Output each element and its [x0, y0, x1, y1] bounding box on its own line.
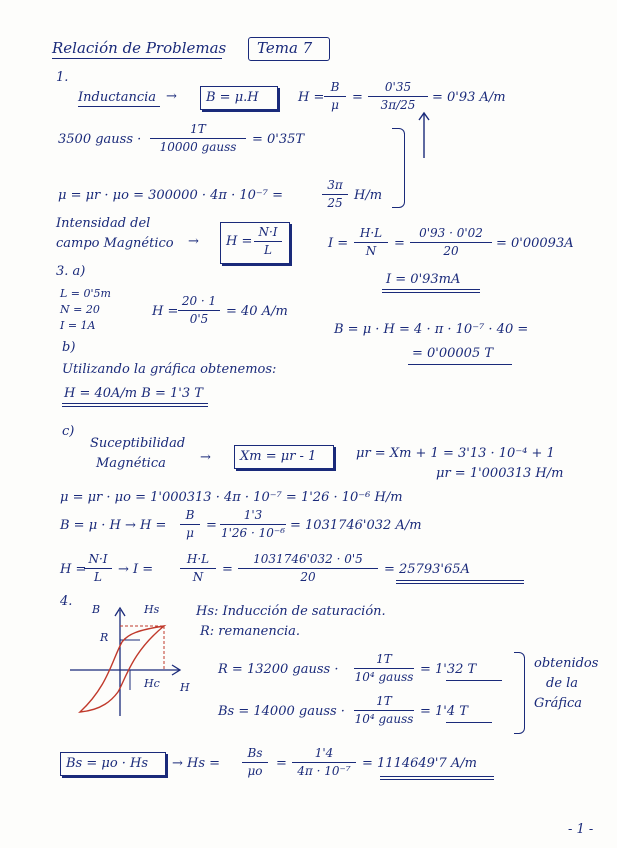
h3c-result: = 25793'65A [384, 562, 470, 577]
h-result: = 0'93 A/m [432, 90, 506, 105]
intensidad-line-1: Intensidad del [56, 216, 151, 231]
bs-lhs: Bs = 14000 gauss · [218, 704, 345, 719]
bs-underline [446, 722, 492, 723]
obtenidos-3: Gráfica [534, 696, 583, 711]
b2-num2: 1'3 [243, 508, 263, 522]
gauss-num: 1T [190, 122, 206, 136]
graph-b-label: B [92, 603, 101, 616]
title-underline [52, 58, 222, 59]
bs-result: = 1'4 T [420, 704, 468, 719]
b3-line: B = μ · H = 4 · π · 10⁻⁷ · 40 = [334, 322, 529, 337]
bracket-1 [392, 128, 405, 208]
given-l: L = 0'5m [60, 287, 111, 300]
h3c-underline [396, 580, 524, 581]
bs-formula: Bs = μo · Hs [66, 756, 149, 771]
tema-label: Tema 7 [257, 39, 313, 57]
problem-3-number: 3. a) [56, 264, 86, 279]
intensidad-line-2: campo Magnético [56, 236, 174, 251]
h2-lhs: H = [226, 234, 253, 249]
h3c-fraction-3 [238, 552, 378, 585]
gauss-lhs: 3500 gauss · [58, 132, 142, 147]
given-n: N = 20 [60, 303, 100, 316]
obtenidos-1: obtenidos [534, 656, 599, 671]
obtenidos-2: de la [546, 676, 579, 691]
b2-den: μ [186, 526, 194, 540]
h2-num: N·I [258, 225, 278, 239]
hs-underline [380, 776, 494, 777]
graph-hs-label: Hs [144, 603, 160, 616]
i-final: I = 0'93mA [386, 272, 461, 287]
arrow-2: → [188, 234, 199, 249]
hs-den2: 4π · 10⁻⁷ [297, 764, 351, 778]
h-lhs: H = [298, 90, 325, 105]
b2-den2: 1'26 · 10⁻⁶ [220, 526, 286, 540]
hs-den: μo [247, 764, 263, 778]
h3a-fraction [178, 294, 220, 327]
problem-1-number: 1. [56, 70, 69, 85]
def-r: R: remanencia. [200, 624, 301, 639]
hs-eq: = [276, 756, 287, 771]
mu-unit: H/m [354, 188, 383, 203]
mu3-line: μ = μr · μo = 1'000313 · 4π · 10⁻⁷ = 1'26 · 10⁻⁶ H/m [60, 490, 403, 505]
hs-lhs: → Hs = [172, 756, 221, 771]
i-num2: 0'93 · 0'02 [419, 226, 483, 240]
hb-underline-2 [62, 406, 208, 407]
hs-fraction [242, 746, 268, 779]
b2-result: = 1031746'032 A/m [290, 518, 422, 533]
gauss-den: 10000 gauss [159, 140, 237, 154]
h3c-num3: 1031746'032 · 0'5 [253, 552, 363, 566]
h3c-num2: H·L [186, 552, 210, 566]
mu-den: 25 [327, 196, 343, 210]
hs-num: Bs [247, 746, 263, 760]
i-num: H·L [359, 226, 383, 240]
r-underline [446, 680, 502, 681]
i-eq: = [394, 236, 405, 251]
inductancia-label: Inductancia [78, 90, 157, 105]
hs-num2: 1'4 [314, 746, 334, 760]
h3c-fraction [84, 552, 112, 585]
i-final-underline [382, 289, 480, 290]
graph-h-label: H [180, 681, 190, 694]
b2-eq: = [206, 518, 217, 533]
r-num: 1T [376, 652, 392, 666]
r-lhs: R = 13200 gauss · [218, 662, 339, 677]
i-lhs: I = [328, 236, 349, 251]
r-result: = 1'32 T [420, 662, 477, 677]
b3-underline [408, 364, 512, 365]
hs-fraction-2 [292, 746, 356, 779]
hysteresis-graph [68, 600, 208, 720]
b-label: b) [62, 340, 76, 355]
i-fraction [354, 226, 388, 259]
h3c-num: N·I [88, 552, 108, 566]
h3c-den: L [94, 570, 102, 584]
i-result: = 0'00093A [496, 236, 574, 251]
hb-underline [62, 403, 208, 404]
h2-fraction [254, 225, 282, 258]
h-den2: 3π/25 [380, 98, 416, 112]
inductancia-underline [78, 106, 160, 107]
hs-result: = 1114649'7 A/m [362, 756, 477, 771]
c-label: c) [62, 424, 75, 439]
h3a-num: 20 · 1 [181, 294, 217, 308]
h3c-eq: = [222, 562, 233, 577]
suscept-line-1: Suceptibilidad [90, 436, 186, 451]
grafica-text: Utilizando la gráfica obtenemos: [62, 362, 277, 377]
r-den: 10⁴ gauss [354, 670, 414, 684]
h2-den: L [264, 243, 272, 257]
bs-num: 1T [376, 694, 392, 708]
graph-r-label: R [100, 631, 109, 644]
h-fraction-2 [368, 80, 428, 113]
page-title: Relación de Problemas [52, 39, 227, 57]
h3c-fraction-2 [180, 552, 216, 585]
mur-line-1: μr = Xm + 1 = 3'13 · 10⁻⁴ + 1 [356, 446, 555, 461]
h-den: μ [331, 98, 339, 112]
suscept-line-2: Magnética [96, 456, 166, 471]
h3c-den3: 20 [300, 570, 316, 584]
b3-result: = 0'00005 T [412, 346, 494, 361]
mu-fraction [322, 178, 348, 211]
h3a-result: = 40 A/m [226, 304, 288, 319]
b2-fraction [180, 508, 200, 541]
h3c-den2: N [192, 570, 204, 584]
problem-4-number: 4. [60, 594, 73, 609]
i-den2: 20 [443, 244, 459, 258]
i-fraction-2 [410, 226, 492, 259]
h-eq: = [352, 90, 363, 105]
page-number: - 1 - [568, 822, 594, 837]
xm-formula: Xm = μr - 1 [240, 449, 317, 464]
i-final-underline-2 [382, 292, 480, 293]
r-fraction [354, 652, 414, 685]
bs-den: 10⁴ gauss [354, 712, 414, 726]
h3c-underline-2 [396, 583, 524, 584]
gauss-result: = 0'35T [252, 132, 305, 147]
b-formula: B = μ.H [206, 90, 259, 105]
arrow-3: → [200, 450, 211, 465]
b2-fraction-2 [220, 508, 286, 541]
h3a-den: 0'5 [189, 312, 209, 326]
mur-line-2: μr = 1'000313 H/m [436, 466, 564, 481]
hs-underline-2 [380, 779, 494, 780]
i-den: N [365, 244, 377, 258]
hb-values: H = 40A/m B = 1'3 T [64, 386, 203, 401]
b2-lhs: B = μ · H → H = [60, 518, 167, 533]
mu-num: 3π [327, 178, 343, 192]
given-i: I = 1A [60, 319, 96, 332]
b2-num: B [185, 508, 195, 522]
h-fraction-1 [324, 80, 346, 113]
h3c-lhs: H = [60, 562, 87, 577]
arrow: → [166, 89, 177, 104]
h-num2: 0'35 [384, 80, 412, 94]
bracket-2 [514, 652, 525, 734]
bs-fraction [354, 694, 414, 727]
def-hs: Hs: Inducción de saturación. [196, 604, 386, 619]
gauss-fraction [150, 122, 246, 155]
mu-line: μ = μr · μo = 300000 · 4π · 10⁻⁷ = [58, 188, 283, 203]
h-num: B [330, 80, 340, 94]
graph-hc-label: Hc [144, 677, 160, 690]
h3c-mid: → I = [118, 562, 154, 577]
up-arrow-icon [414, 110, 434, 160]
h3a-lhs: H = [152, 304, 179, 319]
